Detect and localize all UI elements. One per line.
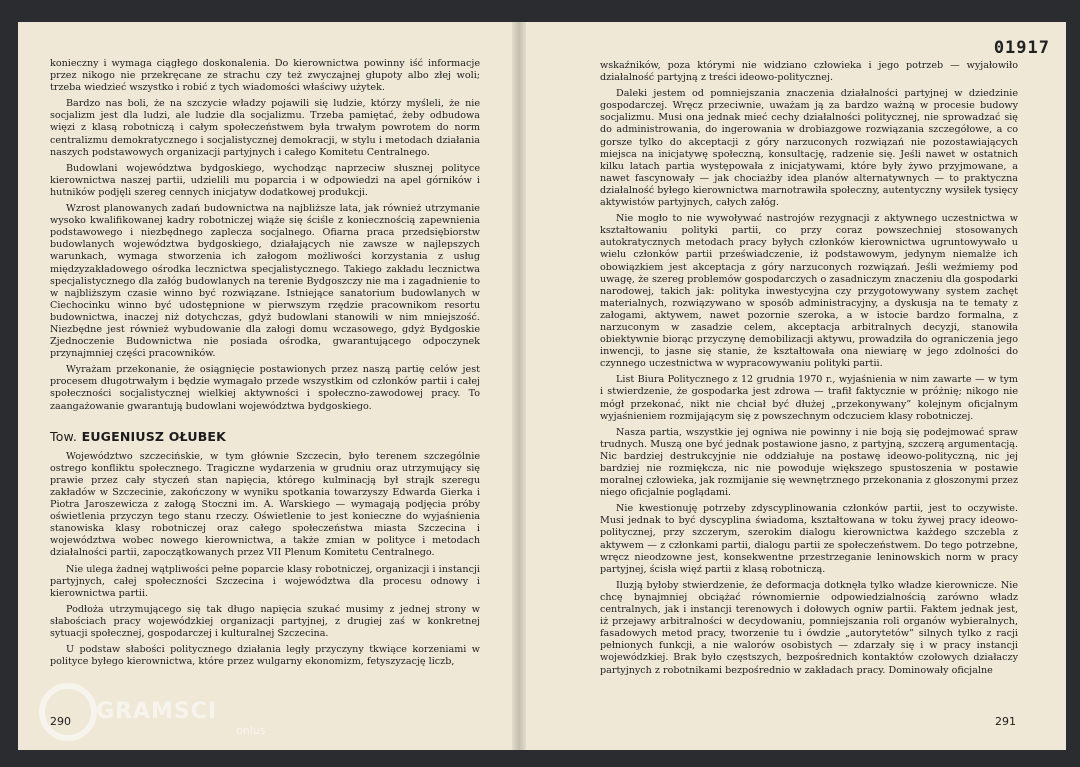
paragraph: Nasza partia, wszystkie jej ogniwa nie powinny i nie boją się podejmować spraw trudnych. Muszą one być jednak postawione jasno, z partyjną, szczerą argumentacją. Nic bardziej destrukcyjnie nie oddziałuje na postawę ideowo-polityczną, nic jej bardziej nie rozmiękcza, nic nie powoduje większego spustoszenia w postawie moralnej człowieka, jak rozmijanie się wewnętrznego przekonania z głoszonymi przez niego oficjalnie poglądami.	[600, 426, 1019, 499]
paragraph: Województwo szczecińskie, w tym głównie Szczecin, było terenem szczególnie ostrego konfliktu społecznego. Tragiczne wydarzenia w grudniu oraz utrzymujący się prawie przez cały styczeń stan napięcia, którego kulminacją był strajk szeregu zakładów w Szczecinie, zakończony w wyniku spotkania towarzyszy Edwarda Gierka i Piotra Jaroszewicza z załogą Stoczni im. A. Warskiego — wymagają podjęcia próby oświetlenia przyczyn tego stanu rzeczy. Oświetlenie to jest konieczne do wyjaśnienia stanowiska klasy robotniczej oraz całego społeczeństwa miasta Szczecina i województwa wobec nowego kierownictwa, a także zmian w polityce i metodach działalności partii, zapoczątkowanych przez VII Plenum Komitetu Centralnego.	[50, 450, 480, 559]
paragraph: U podstaw słabości politycznego działania legły przyczyny tkwiące korzeniami w polityce byłego kierownictwa, które przez wulgarny ekonomizm, fetyszyzację liczb,	[50, 644, 480, 668]
document-spread	[18, 22, 1066, 750]
paragraph: Iluzją byłoby stwierdzenie, że deformacja dotknęła tylko władze kierownicze. Nie chcę bynajmniej obciążać równomiernie odpowiedzialnością zarówno władz centralnych, jak i instancji terenowych i dołowych ogniw partii. Faktem jednak jest, iż przejawy arbitralności w decydowaniu, pomniejszania roli organów wybieralnych, fasadowych metod pracy, tworzenie tu i ówdzie „autorytetów” silnych tylko z racji pełnionych funkcji, a nie walorów osobistych — zdarzały się i w pracy instancji wojewódzkiej. Brak było częstszych, bezpośrednich kontaktów czołowych działaczy partyjnych z robotnikami bezpośrednio w zakładach pracy. Dominowały oficjalne	[600, 579, 1018, 676]
left-page	[18, 22, 519, 750]
left-text-column	[50, 58, 480, 672]
speaker-heading	[50, 428, 480, 444]
speaker-name: EUGENIUSZ OŁUBEK	[81, 428, 227, 444]
book-gutter	[512, 22, 526, 750]
page-number-left: 290	[50, 715, 71, 728]
paragraph: Podłoża utrzymującego się tak długo napięcia szukać musimy z jednej strony w słabościach pracy wojewódzkiej organizacji partyjnej, z drugiej zaś w konkretnej sytuacji społecznej, gospodarczej i kulturalnej Szczecina.	[50, 603, 480, 640]
watermark-ring-icon	[42, 686, 94, 738]
paragraph: konieczny i wymaga ciągłego doskonalenia. Do kierownictwa powinny iść informacje przez nikogo nie przekręcane ze strachu czy też zwyczajnej głupoty albo złej woli; trzeba wiedzieć wszystko i robić z tych wiadomości właściwy użytek.	[50, 58, 480, 94]
speaker-title: Tow.	[50, 428, 78, 444]
right-text-column	[600, 60, 1018, 681]
watermark-sub: onlus	[236, 724, 266, 737]
right-page	[518, 22, 1066, 750]
paragraph: Wzrost planowanych zadań budownictwa na najbliższe lata, jak również utrzymanie wysoko kwalifikowanej kadry robotniczej wiąże się ściśle z koniecznością zapewnienia podstawowego i niezbędnego zaplecza socjalnego. Ofiarna praca przedsiębiorstw budowlanych województwa bydgoskiego, działających nie zawsze w najlepszych warunkach, wymaga stworzenia ich załogom możliwości korzystania z usług międzyzakładowego ośrodka lecznictwa specjalistycznego. Takiego zakładu lecznictwa specjalistycznego dla załóg budowlanych na terenie Bydgoszczy nie ma i zagadnienie to w najbliższym czasie winno być rozwiązane. Istniejące sanatorium budowlanych w Ciechocinku winno być udostępnione w pierwszym rzędzie pracownikom resortu budownictwa, inaczej niż dotychczas, gdyż budowlani stanowili w nim mniejszość. Niezbędne jest również wybudowanie dla załogi domu wczasowego, gdyż Bydgoskie Zjednoczenie Budownictwa nie posiada ośrodka, gwarantującego odpoczynek przynajmniej części pracowników.	[50, 203, 480, 360]
watermark-brand: GRAMSCI	[96, 699, 218, 724]
paragraph: List Biura Politycznego z 12 grudnia 1970 r., wyjaśnienia w nim zawarte — w tym i stwierdzenie, że gospodarka jest zdrowa — trafił faktycznie w próżnię; nikogo nie mógł przekonać, nikt nie chciał być dłużej „przekonywany” kolejnym oficjalnym wyjaśnieniem rozmijającym się z powszechnym odczuciem klasy robotniczej.	[600, 374, 1018, 422]
paragraph: Nie ulega żadnej wątpliwości pełne poparcie klasy robotniczej, organizacji i instancji partyjnych, całej społeczności Szczecina i województwa dla procesu odnowy i kierownictwa partii.	[50, 563, 480, 599]
paragraph: Nie mogło to nie wywoływać nastrojów rezygnacji z aktywnego uczestnictwa w kształtowaniu polityki partii, co przy coraz powszechniej stosowanych autokratycznych metodach pracy byłych członków kierownictwa ugruntowywało u wielu członków partii przeświadczenie, iż podstawowym, jedynym niemalże ich obowiązkiem jest akceptacja z góry narzuconych rozwiązań. Jeśli weźmiemy pod uwagę, że szereg problemów gospodarczych o zasadniczym znaczeniu dla gospodarki narodowej, takich jak: polityka inwestycyjna czy przygotowywany system zachęt materialnych, rozwiązywano w sposób administracyjny, a dyskusja na te tematy z załogami, aktywem, nawet pozornie szeroka, a w istocie bardzo formalna, z narzuconym w zasadzie celem, akceptacja arbitralnych decyzji, stanowiła obiektywnie biorąc przyczynę demobilizacji aktywu, prowadziła do ograniczenia jego inwencji, to jasne się stanie, że kształtowała ona niewiarę w jego zdolności do czynnego uczestnictwa w wypracowywaniu polityki partii.	[600, 213, 1018, 370]
paragraph: Nie kwestionuję potrzeby zdyscyplinowania członków partii, jest to oczywiste. Musi jednak to być dyscyplina świadoma, kształtowana w toku żywej pracy ideowo-politycznej, przy szczerym, szerokim dialogu kierownictwa każdego szczebla z aktywem — z członkami partii, dialogu partii ze społeczeństwem. Do tego potrzebne, wręcz nieodzowne jest, konsekwentne przestrzeganie leninowskich norm w pracy partyjnej, ścisła więź partii z klasą robotniczą.	[600, 503, 1018, 575]
paragraph: Budowlani województwa bydgoskiego, wychodząc naprzeciw słusznej polityce kierownictwa naszej partii, udzielili mu poparcia i w odpowiedzi na apel górników i hutników podjęli szereg cennych inicjatyw dodatkowej produkcji.	[50, 162, 480, 198]
paragraph: Bardzo nas boli, że na szczycie władzy pojawili się ludzie, którzy myśleli, że nie socjalizm jest dla ludzi, ale ludzie dla socjalizmu. Trzeba pamiętać, żeby odbudowa więzi z klasą robotniczą i całym społeczeństwem była trwałym powrotem do norm centralizmu demokratycznego i socjalistycznej demokracji, w stylu i metodach działania naszych podstawowych organizacji partyjnych i całego Komitetu Centralnego.	[50, 98, 480, 158]
document-number: 01917	[993, 38, 1050, 58]
gramsci-watermark	[0, 672, 300, 752]
paragraph: Daleki jestem od pomniejszania znaczenia działalności partyjnej w dziedzinie gospodarczej. Wręcz przeciwnie, uważam ją za bardzo ważną w procesie budowy socjalizmu. Musi ona jednak mieć cechy działalności politycznej, nie sprowadzać się do administrowania, do ingerowania w drobiazgowe rozwiązania szczegółowe, a co gorsze tylko do akceptacji z góry narzuconych rozwiązań nie pozostawiających miejsca na inicjatywę społeczną, konsultację, radzenie się. Jeśli nawet w ostatnich kilku latach partia występowała z inicjatywami, które były żywo przyjmowane, a nawet fascynowały — jak chociażby idea planów alternatywnych — to praktyczna działalność byłego kierownictwa marnotrawiła społeczny, autentyczny wysiłek tysięcy aktywistów partyjnych, całych załóg.	[600, 88, 1018, 209]
page-number-right: 291	[995, 715, 1016, 728]
paragraph: wskaźników, poza którymi nie widziano człowieka i jego potrzeb — wyjałowiło działalność partyjną z treści ideowo-politycznej.	[600, 60, 1018, 84]
paragraph: Wyrażam przekonanie, że osiągnięcie postawionych przez naszą partię celów jest procesem długotrwałym i będzie wymagało przede wszystkim od członków partii i całej społeczności socjalistycznej wielkiej aktywności i społeczno-zawodowej pracy. To zaangażowanie gwarantują budowlani województwa bydgoskiego.	[50, 364, 480, 412]
